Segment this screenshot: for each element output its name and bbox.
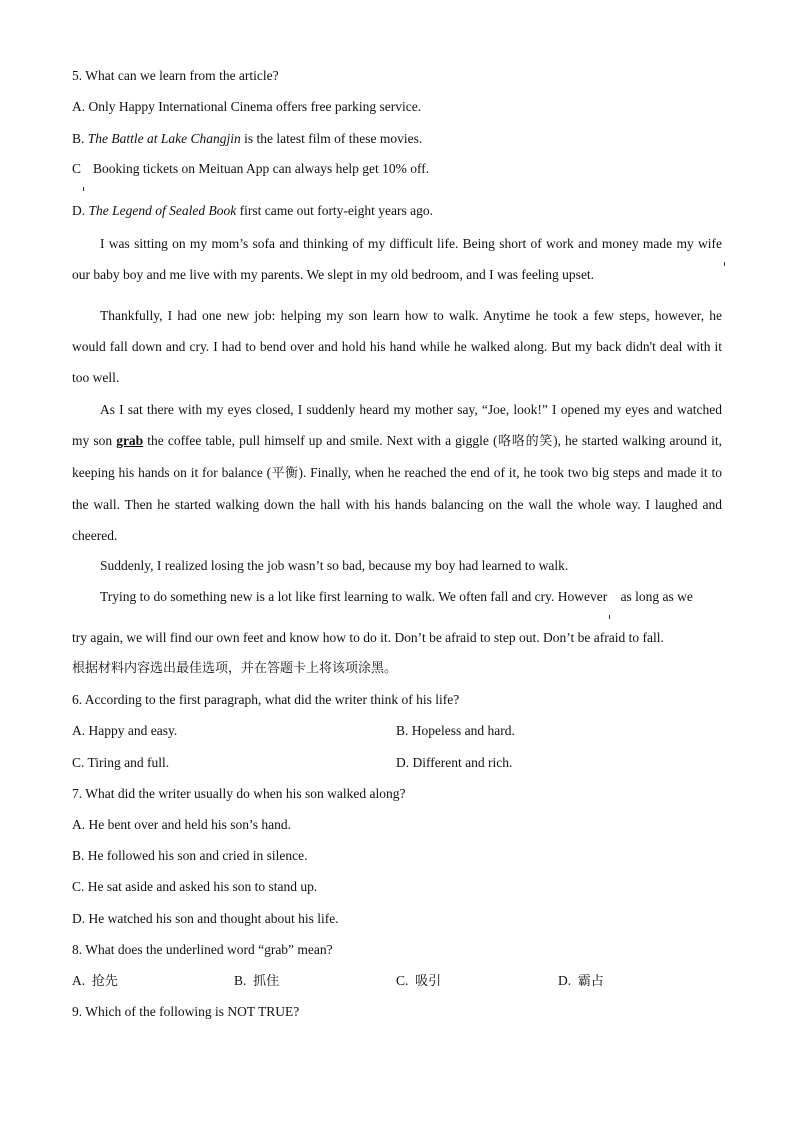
q8-option-d-text: 霸占 — [577, 974, 604, 989]
q7-option-a: A. He bent over and held his son’s hand. — [72, 817, 291, 832]
q7-stem: 7. What did the writer usually do when his son walked along? — [72, 786, 406, 801]
q5-option-b — [72, 130, 732, 148]
passage-paragraph-5-line-2: try again, we will find our own feet and know how to do it. Don’t be afraid to step out. Don’t be afraid to fall. — [72, 630, 664, 645]
q9-stem: 9. Which of the following is NOT TRUE? — [72, 1004, 300, 1019]
q5-option-c-label: C — [72, 161, 82, 176]
q8-option-a — [72, 972, 118, 991]
q8-option-b — [234, 972, 279, 991]
q7-option-c: C. He sat aside and asked his son to stand up. — [72, 879, 318, 894]
q6-option-c: C. Tiring and full. — [72, 755, 170, 770]
q6-option-d: D. Different and rich. — [396, 755, 513, 770]
q8-stem: 8. What does the underlined word “grab” mean? — [72, 942, 333, 957]
giggle-gloss: 咯咯的笑 — [497, 434, 554, 449]
q7-option-b: B. He followed his son and cried in silence. — [72, 848, 308, 863]
q6-option-b: B. Hopeless and hard. — [396, 723, 515, 738]
q5-option-b-label: B. — [72, 131, 88, 146]
passage-p5-part-a: Trying to do something new is a lot like first learning to walk. We often fall and cry. However — [100, 589, 608, 604]
passage-paragraph-1 — [72, 228, 722, 290]
q8-option-c-text: 吸引 — [415, 974, 442, 989]
passage-p3-part-a: As I sat there with my eyes closed, I suddenly heard my mother say, “Joe, look!” I opened my eyes and watched my son — [72, 402, 722, 448]
q7-option-d: D. He watched his son and thought about his life. — [72, 911, 339, 926]
q5-option-c-text: Booking tickets on Meituan App can always help get 10% off. — [93, 161, 430, 176]
q8-option-a-text: 抢先 — [91, 974, 118, 989]
q8-option-d-label: D. — [558, 973, 572, 988]
q5-option-a: A. Only Happy International Cinema offers free parking service. — [72, 99, 422, 114]
passage-p3-part-d: ). Finally, when he reached the end of it, he took two big steps and made it to the wall. Then he started walking down the hall with his hands balancing on the wall the whole way. I laughed and cheered. — [72, 465, 722, 543]
q8-option-d — [558, 972, 604, 991]
q8-option-a-label: A. — [72, 973, 86, 988]
q8-option-c — [396, 972, 441, 991]
q5-option-b-rest: is the latest film of these movies. — [240, 131, 423, 146]
passage-p3-part-c: ), he started walking around it, keeping his hands on it for balance ( — [72, 433, 722, 480]
passage-paragraph-3 — [72, 394, 722, 551]
q5-option-d — [72, 202, 732, 220]
q8-option-b-label: B. — [234, 973, 247, 988]
q8-option-c-label: C. — [396, 973, 409, 988]
q5-option-d-label: D. — [72, 203, 89, 218]
q5-option-d-rest: first came out forty-eight years ago. — [236, 203, 434, 218]
passage-p5-part-b: as long as we — [617, 589, 693, 604]
q5-stem: 5. What can we learn from the article? — [72, 68, 279, 83]
q5-option-b-title: The Battle at Lake Changjin — [87, 131, 241, 146]
passage-p3-part-b: the coffee table, pull himself up and smile. Next with a giggle ( — [143, 433, 498, 448]
q6-option-a: A. Happy and easy. — [72, 723, 178, 738]
balance-gloss: 平衡 — [271, 466, 299, 481]
passage-paragraph-5-line-1 — [100, 588, 760, 606]
passage-p1-part-a: I was sitting on my mom’s sofa and thinking of my difficult life. Being short of work and money made my wife — [100, 236, 722, 251]
q5-option-c — [72, 160, 732, 178]
passage-p1-part-b: our baby boy and me live with my parents. We slept in my old bedroom, and I was feeling upset. — [72, 267, 595, 282]
q8-option-b-text: 抓住 — [253, 974, 280, 989]
passage-paragraph-4: Suddenly, I realized losing the job wasn’t so bad, because my boy had learned to walk. — [100, 558, 569, 573]
answer-instruction: 根据材料内容选出最佳选项，并在答题卡上将该项涂黑。 — [72, 661, 398, 676]
q5-option-d-title: The Legend of Sealed Book — [88, 203, 237, 218]
underlined-word-grab: grab — [116, 433, 144, 448]
q6-stem: 6. According to the first paragraph, what did the writer think of his life? — [72, 692, 460, 707]
passage-paragraph-2: Thankfully, I had one new job: helping my son learn how to walk. Anytime he took a few steps, however, he would fall down and cry. I had to bend over and hold his hand while he walked along. But my back didn't deal with it too well. — [72, 308, 722, 385]
